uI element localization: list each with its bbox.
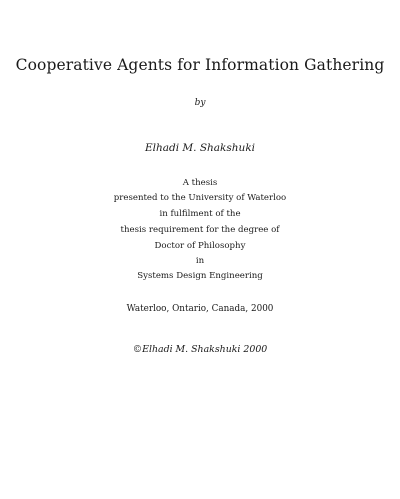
statement-line-7: Systems Design Engineering [137, 271, 263, 281]
place-and-date: Waterloo, Ontario, Canada, 2000 [126, 304, 274, 314]
copyright-icon: © [132, 344, 143, 355]
thesis-title: Cooperative Agents for Information Gathering [15, 56, 385, 74]
author-name: Elhadi M. Shakshuki [144, 142, 256, 154]
copyright-notice [0, 344, 400, 355]
statement-line-5: Doctor of Philosophy [154, 241, 246, 251]
copyright-text: Elhadi M. Shakshuki 2000 [142, 344, 268, 355]
statement-line-1: A thesis [182, 178, 218, 188]
by-line: by [194, 98, 206, 108]
statement-line-4: thesis requirement for the degree of [120, 225, 280, 235]
statement-line-3: in fulfilment of the [159, 209, 241, 219]
statement-line-6: in [195, 256, 205, 266]
statement-line-2: presented to the University of Waterloo [113, 193, 287, 203]
